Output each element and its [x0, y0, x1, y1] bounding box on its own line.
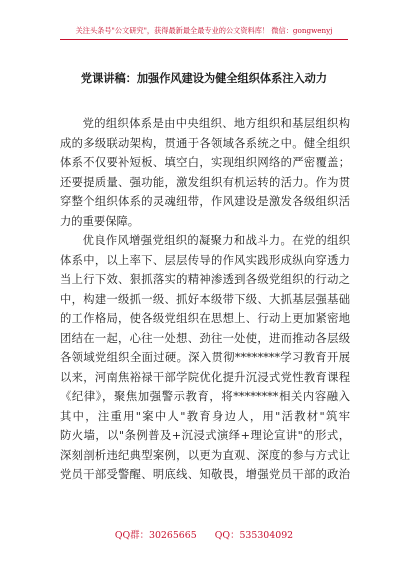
header-divider	[60, 39, 348, 40]
body-line: 深刻剖析违纪典型案例，以更为直观、深度的参与方式让	[60, 448, 350, 462]
body-line: 还要提质量、强功能，激发组织有机运转的活力。作为贯	[60, 175, 350, 189]
body-line: 团结在一起，心往一处想、劲往一处使，进而推动各层级	[60, 331, 350, 345]
body-line: 各领域党组织全面过硬。深入贯彻********学习教育开展	[60, 351, 350, 364]
body-line: 其中，注重用"案中人"教育身边人，用"活教材"筑牢	[60, 409, 350, 423]
body-line: 成的多级联动架构，贯通于各领域各系统之中。健全组织	[60, 136, 350, 150]
body-line: 体系不仅要补短板、填空白，实现组织网络的严密覆盖；	[60, 156, 350, 169]
body-line: 优良作风增强党组织的凝聚力和战斗力。在党的组织	[82, 234, 350, 247]
body-line: 的工作格局，使各级党组织在思想上、行动上更加紧密地	[60, 312, 350, 325]
body-line: 党的组织体系是由中央组织、地方组织和基层组织构	[82, 117, 350, 130]
body-line: 以来，河南焦裕禄干部学院优化提升沉浸式党性教育课程	[60, 370, 350, 384]
header-banner: 关注头条号"公文研究"，获得最新最全最专业的公文资料库！ 微信：gongwenyj	[75, 26, 333, 35]
footer-qq-group: QQ群：30265665	[114, 530, 197, 541]
body-line: 当上行下效、狠抓落实的精神渗透到各级党组织的行动之	[60, 273, 350, 286]
footer-qq-number: QQ：535304092	[214, 530, 294, 541]
footer-contact	[0, 530, 408, 542]
document-title: 党课讲稿：加强作风建设为健全组织体系注入动力	[80, 72, 328, 85]
body-line: 中，构建一级抓一级、抓好本级带下级、大抓基层强基础	[60, 292, 350, 306]
body-line: 力的重要保障。	[60, 214, 140, 228]
body-line: 防火墙，以"条例普及+沉浸式演绎+理论宣讲"的形式，	[60, 429, 350, 442]
body-line: 党员干部受警醒、明底线、知敬畏，增强党员干部的政治	[60, 468, 350, 481]
body-line: 穿整个组织体系的灵魂纽带，作风建设是激发各级组织活	[60, 195, 350, 208]
document-body	[60, 114, 350, 485]
body-line: 《纪律》，聚焦加强警示教育，将********相关内容融入	[60, 390, 350, 403]
body-line: 体系中，以上率下、层层传导的作风实践形成纵向穿透力	[60, 253, 350, 267]
